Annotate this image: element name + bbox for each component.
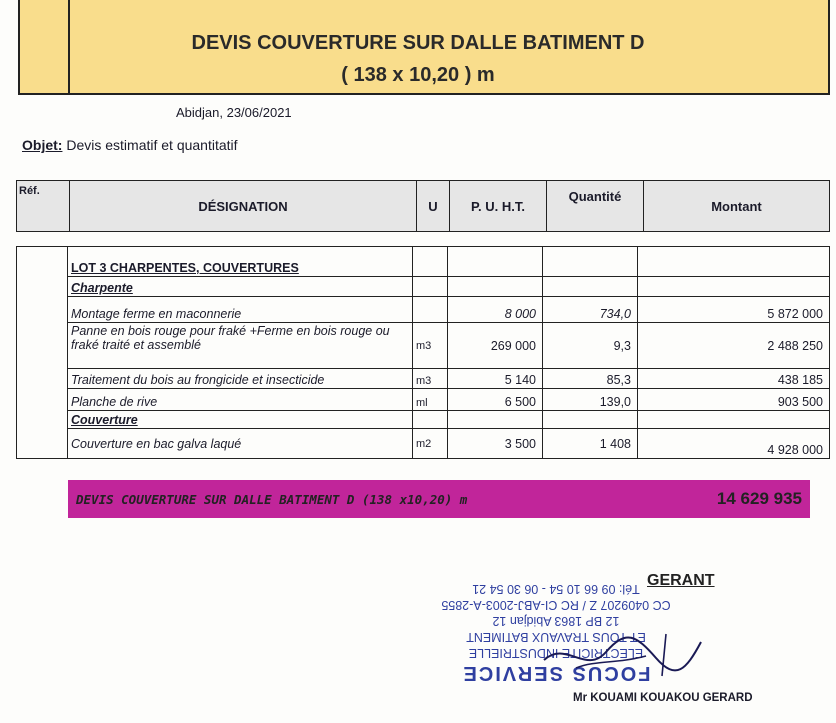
table-row: Traitement du bois au frongicide et insecticide m3 5 140 85,3 438 185 xyxy=(17,369,830,389)
column-header xyxy=(16,180,830,232)
table-row: Planche de rive ml 6 500 139,0 903 500 xyxy=(17,389,830,411)
handwritten-signature-icon xyxy=(536,630,706,680)
signatory-name: Mr KOUAMI KOUAKOU GERARD xyxy=(573,692,753,704)
col-quantity: Quantité xyxy=(547,181,644,232)
document-dimensions: ( 138 x 10,20 ) m xyxy=(341,64,495,86)
section-couverture: Couverture xyxy=(68,411,413,429)
col-unit: U xyxy=(417,181,450,232)
quote-table xyxy=(16,246,830,459)
total-label: DEVIS COUVERTURE SUR DALLE BATIMENT D (138 x10,20) m xyxy=(76,491,468,507)
table-row: Montage ferme en maconnerie 8 000 734,0 5 872 000 xyxy=(17,297,830,323)
col-amount: Montant xyxy=(644,181,830,232)
lot-title: LOT 3 CHARPENTES, COUVERTURES xyxy=(68,247,413,277)
total-amount: 14 629 935 xyxy=(716,489,802,508)
objet-text: Devis estimatif et quantitatif xyxy=(66,137,238,153)
table-row: Couverture en bac galva laqué m2 3 500 1 408 4 928 000 xyxy=(17,429,830,459)
objet-label: Objet: xyxy=(22,137,63,153)
objet-line xyxy=(22,137,238,153)
col-designation: DÉSIGNATION xyxy=(70,181,417,232)
document-title: DEVIS COUVERTURE SUR DALLE BATIMENT D xyxy=(191,32,645,54)
section-charpente: Charpente xyxy=(68,277,413,297)
total-bar xyxy=(68,480,810,518)
col-puht: P. U. H.T. xyxy=(450,181,547,232)
signature-role: GERANT xyxy=(647,572,715,589)
ref-cell xyxy=(17,247,68,459)
col-ref: Réf. xyxy=(17,181,70,232)
table-row: Panne en bois rouge pour fraké +Ferme en bois rouge ou fraké traité et assemblé m3 269 000 9,3 2 488 250 xyxy=(17,323,830,369)
company-stamp: FOCUS SERVICE ELECTRICITE INDUSTRIELLE ET TOUS TRAVAUX BATIMENT 12 BP 1863 Abidjan 12 CC 0409207 Z / RC CI-ABJ-2003-A-2855 Tél: 09 66 10 54 - 06 30 54 21 xyxy=(441,582,671,684)
place-date: Abidjan, 23/06/2021 xyxy=(176,105,292,120)
